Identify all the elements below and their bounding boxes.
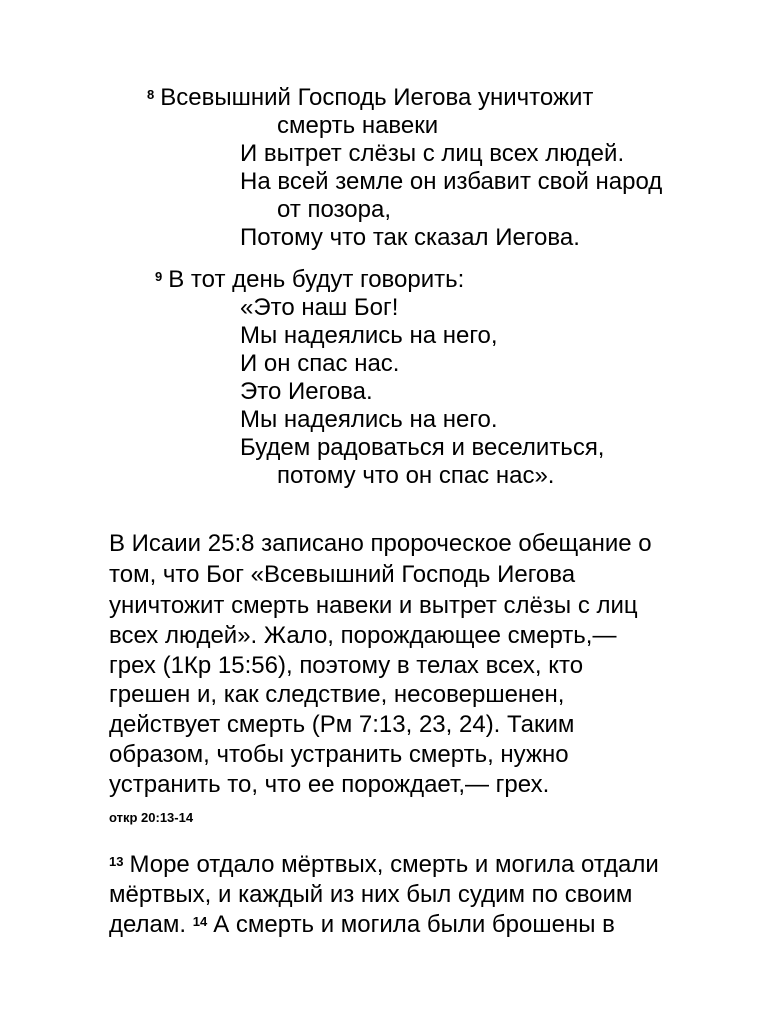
revelation-line-2: мёртвых, и каждый из них был судим по своим	[109, 881, 633, 908]
scripture-reference: откр 20:13-14	[109, 810, 194, 825]
commentary-line-9: устранить то, что ее порождает,— грех.	[109, 771, 550, 798]
verse-number-14: 14	[192, 914, 208, 929]
verse-8-line-1: $^8$ Всевышний Господь Иегова уничтожит	[147, 84, 594, 111]
verse-9-line-6: Мы надеялись на него.	[240, 406, 498, 433]
verse-number-9: 9	[155, 269, 163, 284]
verse-number-13: 13	[109, 854, 124, 869]
revelation-line-3: делам. $^{14}$ А смерть и могила были брошены в	[109, 911, 615, 938]
verse-9-line-2: «Это наш Бог!	[240, 294, 399, 321]
commentary-line-7: действует смерть (Рм 7:13, 23, 24). Таким	[109, 711, 575, 738]
verse-number-8: 8	[147, 87, 155, 102]
commentary-line-4: всех людей». Жало, порождающее смерть,—	[109, 622, 617, 649]
verse-8-line-6: Потому что так сказал Иегова.	[240, 224, 580, 251]
verse-9-line-4: И он спас нас.	[240, 350, 400, 377]
commentary-line-1: В Исаии 25:8 записано пророческое обещание о	[109, 530, 652, 557]
verse-9-line-8: потому что он спас нас».	[277, 462, 555, 489]
verse-8-line-2: смерть навеки	[277, 112, 439, 139]
verse-9-line-5: Это Иегова.	[240, 378, 373, 405]
verse-9-line-7: Будем радоваться и веселиться,	[240, 434, 605, 461]
commentary-line-8: образом, чтобы устранить смерть, нужно	[109, 741, 569, 768]
commentary-line-6: грешен и, как следствие, несовершенен,	[109, 681, 565, 708]
commentary-line-3: уничтожит смерть навеки и вытрет слёзы с лиц	[109, 592, 638, 619]
verse-8-line-3: И вытрет слёзы с лиц всех людей.	[240, 140, 625, 167]
revelation-line-1: $^{13}$ Море отдало мёртвых, смерть и могила отдали	[109, 851, 659, 878]
verse-8-line-4: На всей земле он избавит свой народ	[240, 168, 663, 195]
verse-9-line-1: $^9$ В тот день будут говорить:	[155, 266, 465, 293]
verse-9-line-3: Мы надеялись на него,	[240, 322, 498, 349]
commentary-line-2: том, что Бог «Всевышний Господь Иегова	[109, 561, 576, 588]
verse-8-line-5: от позора,	[277, 196, 391, 223]
commentary-line-5: грех (1Кр 15:56), поэтому в телах всех, кто	[109, 652, 584, 679]
